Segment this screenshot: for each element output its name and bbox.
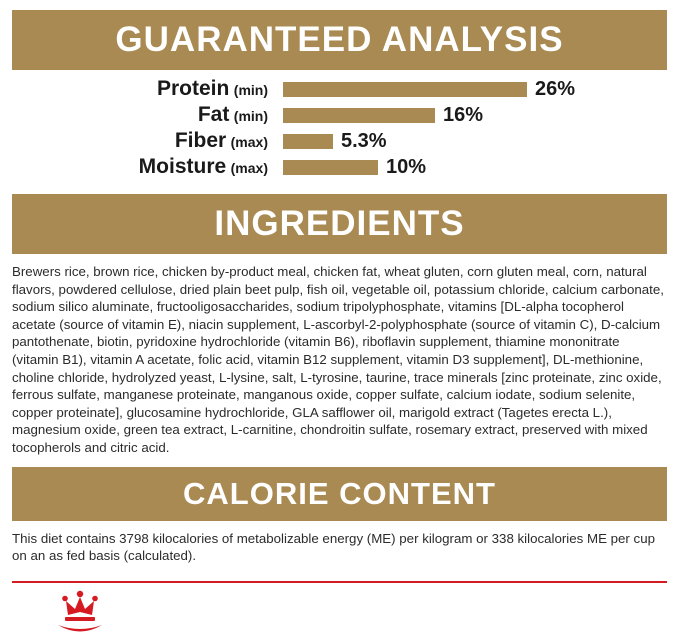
nutrient-value: 5.3% [341, 129, 387, 152]
calorie-content-header: CALORIE CONTENT [12, 467, 667, 521]
calorie-content-text: This diet contains 3798 kilocalories of metabolizable energy (ME) per kilogram or 338 kilocalories ME per cup on an as fed basis (calculated). [12, 530, 655, 564]
footer-divider [12, 581, 667, 583]
ga-bar-cell [282, 154, 667, 180]
ga-bar-cell [282, 102, 667, 128]
nutrient-bar [283, 160, 378, 175]
table-row [12, 154, 667, 180]
nutrient-name: Protein [156, 77, 230, 100]
nutrient-qualifier: (max) [230, 134, 268, 150]
guaranteed-analysis-table [12, 76, 667, 180]
nutrient-value: 16% [443, 103, 484, 126]
nutrient-qualifier: (min) [233, 108, 268, 124]
ga-bar-cell [282, 76, 667, 102]
guaranteed-analysis-header: GUARANTEED ANALYSIS [12, 10, 667, 70]
ga-label-cell [12, 76, 282, 102]
nutrient-qualifier: (min) [233, 82, 268, 98]
nutrient-bar [283, 134, 333, 149]
nutrient-name: Moisture [138, 155, 227, 178]
table-row [12, 76, 667, 102]
ga-label-cell [12, 154, 282, 180]
nutrient-value: 26% [535, 77, 576, 100]
table-row [12, 102, 667, 128]
table-row [12, 128, 667, 154]
ingredients-header: INGREDIENTS [12, 194, 667, 254]
nutrient-bar [283, 82, 527, 97]
nutrient-name: Fiber [174, 129, 227, 152]
ingredients-text: Brewers rice, brown rice, chicken by-product meal, chicken fat, wheat gluten, corn gluten meal, corn, natural flavors, powdered cellulose, dried plain beet pulp, fish oil, vegetable oil, potassium chloride, calcium carbonate, sodium silico aluminate, fructooligosaccharides, sodium tripolyphosphate, vitamins [DL-alpha tocopherol acetate (source of vitamin E), niacin supplement, L-ascorbyl-2-polyphosphate (source of vitamin C), D-calcium pantothenate, biotin, pyridoxine hydrochloride (vitamin B6), riboflavin supplement, thiamine mononitrate (vitamin B1), vitamin A acetate, folic acid, vitamin B12 supplement, vitamin D3 supplement], DL-methionine, choline chloride, hydrolyzed yeast, L-lysine, salt, L-tyrosine, taurine, trace minerals [zinc proteinate, zinc oxide, ferrous sulfate, manganese proteinate, manganous oxide, copper sulfate, calcium iodate, sodium selenite, copper proteinate], glucosamine hydrochloride, GLA safflower oil, marigold extract (Tagetes erecta L.), magnesium oxide, green tea extract, L-carnitine, chondroitin sulfate, rosemary extract, preserved with mixed tocopherols and citric acid. [12, 264, 664, 455]
nutrient-value: 10% [386, 155, 427, 178]
royal-canin-crown-logo [40, 589, 120, 639]
ga-bar-cell [282, 128, 667, 154]
ga-label-cell [12, 128, 282, 154]
nutrient-qualifier: (max) [230, 160, 268, 176]
footer [0, 581, 679, 643]
ga-label-cell [12, 102, 282, 128]
nutrient-name: Fat [197, 103, 230, 126]
nutrient-bar [283, 108, 435, 123]
nutrition-panel [0, 10, 679, 643]
